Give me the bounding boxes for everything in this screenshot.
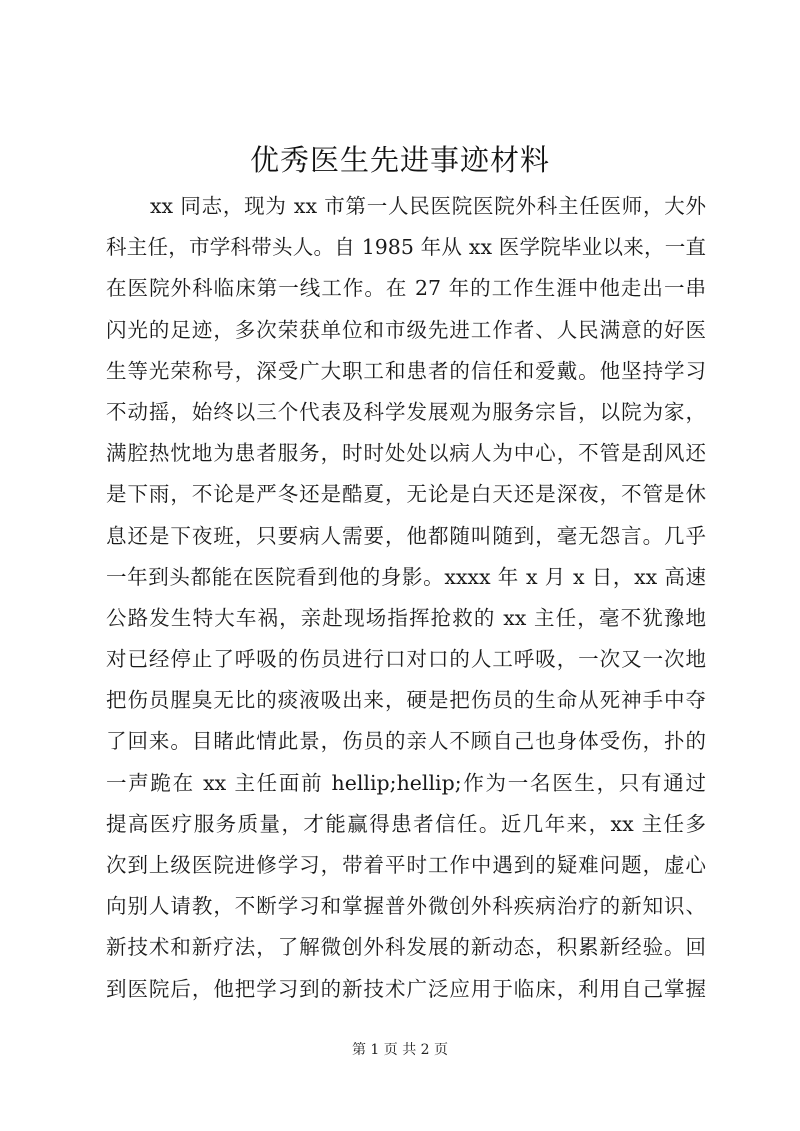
body-line: 了回来。目睹此情此景，伤员的亲人不顾自己也身体受伤，扑的 bbox=[106, 729, 706, 754]
body-line: 次到上级医院进修学习，带着平时工作中遇到的疑难问题，虚心 bbox=[106, 853, 706, 877]
body-line: 科主任，市学科带头人。自 1985 年从 xx 医学院毕业以来，一直 bbox=[106, 235, 706, 260]
body-line: 满腔热忱地为患者服务，时时处处以病人为中心，不管是刮风还 bbox=[106, 441, 706, 466]
body-line: 到医院后，他把学习到的新技术广泛应用于临床，利用自己掌握 bbox=[106, 976, 706, 1001]
body-line: 对已经停止了呼吸的伤员进行口对口的人工呼吸，一次又一次地 bbox=[106, 647, 706, 672]
document-title: 优秀医生先进事迹材料 bbox=[249, 143, 550, 177]
body-line: 不动摇，始终以三个代表及科学发展观为服务宗旨，以院为家， bbox=[106, 399, 706, 424]
body-line: 一声跪在 xx 主任面前 hellip;hellip;作为一名医生，只有通过 bbox=[106, 770, 706, 795]
body-line: 一年到头都能在医院看到他的身影。xxxx 年 x 月 x 日，xx 高速 bbox=[106, 564, 706, 589]
body-line: 生等光荣称号，深受广大职工和患者的信任和爱戴。他坚持学习 bbox=[106, 358, 706, 383]
body-line: 闪光的足迹，多次荣获单位和市级先进工作者、人民满意的好医 bbox=[106, 317, 706, 342]
body-line: 在医院外科临床第一线工作。在 27 年的工作生涯中他走出一串 bbox=[106, 276, 706, 301]
body-line: 把伤员腥臭无比的痰液吸出来，硬是把伤员的生命从死神手中夺 bbox=[106, 688, 706, 713]
document-body bbox=[106, 186, 706, 1010]
body-line: xx 同志，现为 xx 市第一人民医院医院外科主任医师，大外 bbox=[150, 194, 706, 218]
body-line: 公路发生特大车祸，亲赴现场指挥抢救的 xx 主任，毫不犹豫地 bbox=[106, 605, 706, 630]
body-line: 向别人请教，不断学习和掌握普外微创外科疾病治疗的新知识、 bbox=[106, 894, 706, 919]
body-line: 是下雨，不论是严冬还是酷夏，无论是白天还是深夜，不管是休 bbox=[106, 482, 706, 507]
body-line: 提高医疗服务质量，才能赢得患者信任。近几年来，xx 主任多 bbox=[106, 811, 706, 836]
body-line: 新技术和新疗法，了解微创外科发展的新动态，积累新经验。回 bbox=[106, 935, 706, 960]
body-line: 息还是下夜班，只要病人需要，他都随叫随到，毫无怨言。几乎 bbox=[106, 523, 706, 548]
page-footer: 第 1 页 共 2 页 bbox=[351, 1042, 449, 1058]
